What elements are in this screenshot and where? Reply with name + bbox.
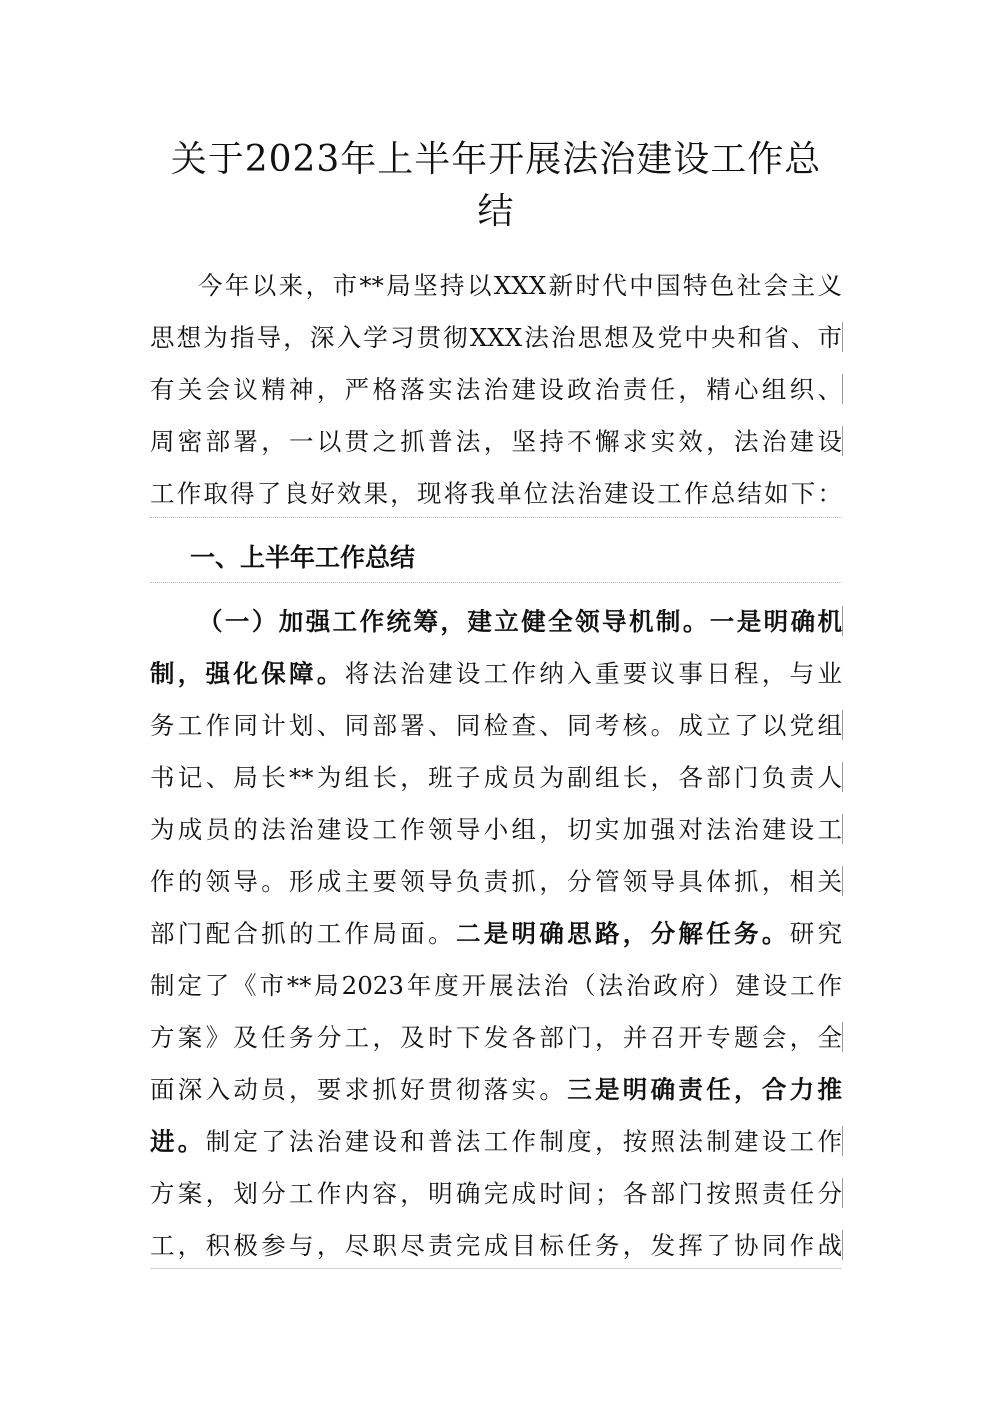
margin-mark [842, 374, 843, 404]
section1-line-2 [150, 656, 842, 692]
section1-line-7 [150, 916, 842, 952]
bold-subheading: （一）加强工作统筹，建立健全领导机制。一是明确机 [198, 607, 842, 636]
intro-line-5: 工作取得了良好效果，现将我单位法治建设工作总结如下： [150, 479, 842, 508]
margin-mark [842, 710, 843, 740]
margin-mark [842, 606, 843, 636]
bold-phrase: 制，强化保障。 [150, 659, 345, 688]
section1-line-4: 书记、局长**为组长，班子成员为副组长，各部门负责人 [150, 763, 842, 792]
margin-mark [842, 1126, 843, 1156]
section1-line-12: 方案，划分工作内容，明确完成时间；各部门按照责任分 [150, 1179, 842, 1208]
body-text: 部门配合抓的工作局面。 [150, 919, 456, 948]
body-text: 研究 [789, 919, 842, 948]
bold-phrase: 三是明确责任，合力推 [567, 1075, 842, 1104]
margin-mark [842, 866, 843, 896]
section1-line-3: 务工作同计划、同部署、同检查、同考核。成立了以党组 [150, 711, 842, 740]
text-boundary-line [150, 582, 842, 583]
text-boundary-line [150, 517, 842, 518]
bold-phrase: 进。 [150, 1127, 206, 1156]
document-title-line-2: 结 [477, 191, 515, 232]
margin-mark [842, 762, 843, 792]
section1-line-1 [198, 604, 842, 640]
margin-mark [842, 1178, 843, 1208]
intro-line-3: 有关会议精神，严格落实法治建设政治责任，精心组织、 [150, 375, 842, 404]
body-text: 制定了法治建设和普法工作制度，按照法制建设工作 [205, 1127, 842, 1156]
section1-line-11 [150, 1124, 842, 1160]
body-text: 将法治建设工作纳入重要议事日程，与业 [344, 659, 842, 688]
page-bottom-boundary [150, 1268, 842, 1269]
document-title-line-1: 关于2023年上半年开展法治建设工作总 [170, 139, 822, 180]
intro-line-2: 思想为指导，深入学习贯彻XXX法治思想及党中央和省、市 [150, 323, 842, 352]
intro-line-1: 今年以来，市**局坚持以XXX新时代中国特色社会主义 [198, 271, 842, 300]
margin-mark [842, 322, 843, 352]
section1-line-10 [150, 1072, 842, 1108]
section1-line-8: 制定了《市**局2023年度开展法治（法治政府）建设工作 [150, 971, 842, 1000]
section1-line-9: 方案》及任务分工，及时下发各部门，并召开专题会，全 [150, 1023, 842, 1052]
section-heading: 一、上半年工作总结 [190, 543, 416, 572]
section1-line-13: 工，积极参与，尽职尽责完成目标任务，发挥了协同作战 [150, 1231, 842, 1260]
margin-mark [842, 426, 843, 456]
intro-line-4: 周密部署，一以贯之抓普法，坚持不懈求实效，法治建设 [150, 427, 842, 456]
body-text: 面深入动员，要求抓好贯彻落实。 [150, 1075, 568, 1104]
margin-mark [842, 1022, 843, 1052]
section1-line-5: 为成员的法治建设工作领导小组，切实加强对法治建设工 [150, 815, 842, 844]
section1-line-6: 作的领导。形成主要领导负责抓，分管领导具体抓，相关 [150, 867, 842, 896]
margin-mark [842, 814, 843, 844]
margin-mark [842, 1230, 843, 1260]
bold-phrase: 二是明确思路，分解任务。 [455, 919, 790, 948]
